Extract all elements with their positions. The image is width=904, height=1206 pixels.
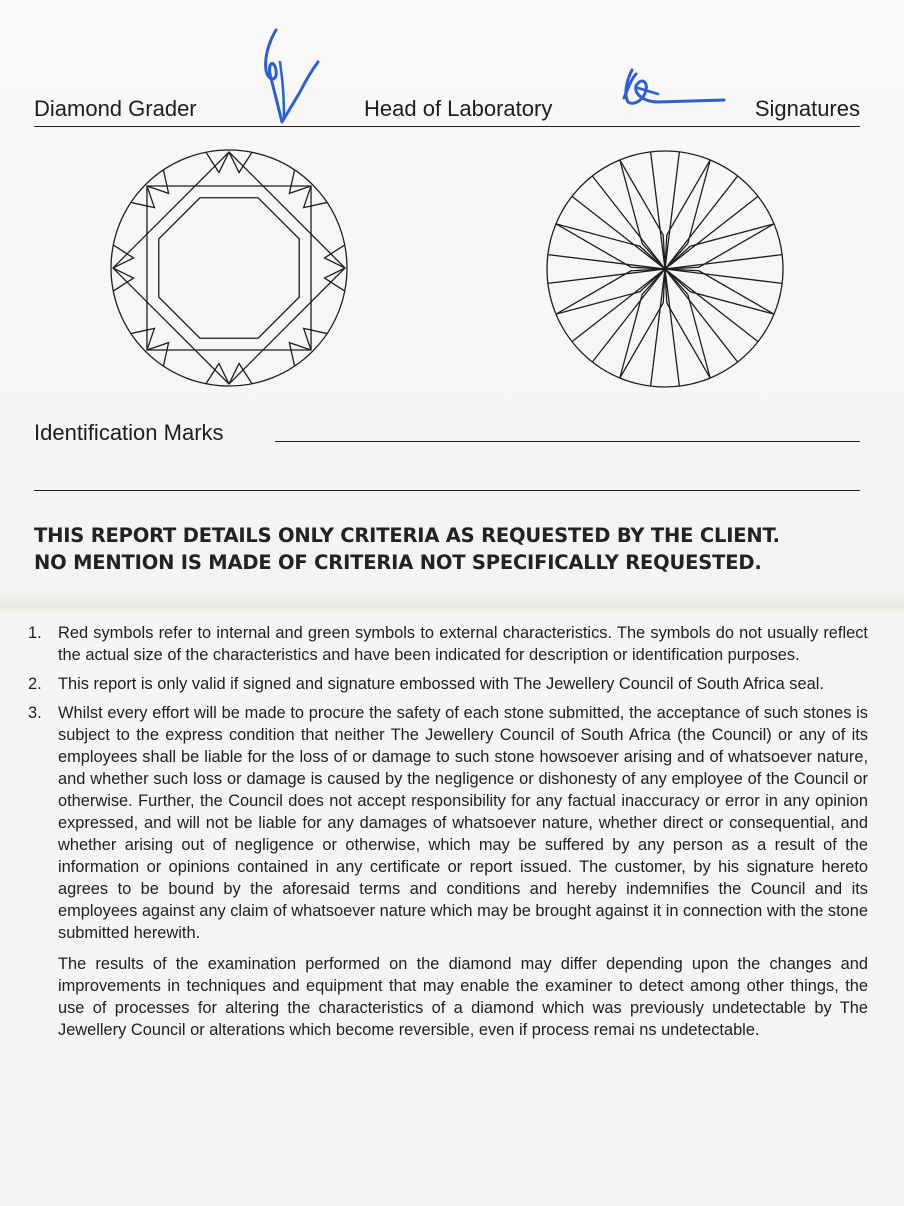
diamond-crown-view-icon xyxy=(106,145,352,391)
identification-marks-line xyxy=(275,441,860,442)
head-signature-ink xyxy=(614,60,734,120)
term-text: Whilst every effort will be made to procure the safety of each stone submitted, the acceptance of such stones is subject to the express condition that neither The Jewellery Council of South Africa (the Council) or any of its employees shall be liable for the loss of or damage to such stone howsoever arising and of whatsoever nature, and whether such loss or damage is caused by the negligence or dishonesty of any employee of the Council or otherwise. Further, the Council does not accept responsibility for any factual inaccuracy or error in any opinion expressed, and will not be liable for any damages of whatsoever nature, whether direct or consequential, and whether arising out of negligence or otherwise, which may be suffered by any person as a result of the information or opinions contained in any certificate or report issued. The customer, by his signature hereto agrees to be bound by the aforesaid terms and conditions and hereby indemnifies the Council and its employees against any claim of whatsoever nature which may be brought against it in connection with the stone submitted herewith. xyxy=(58,704,868,942)
identification-extra-line xyxy=(34,490,860,491)
term-number: 1. xyxy=(28,624,42,642)
notice-line-2: NO MENTION IS MADE OF CRITERIA NOT SPECIFICALLY REQUESTED. xyxy=(34,551,762,574)
term-item xyxy=(26,622,868,666)
term-number: 2. xyxy=(28,675,42,693)
terms-list xyxy=(26,622,868,1041)
term-item xyxy=(26,673,868,695)
term-text: This report is only valid if signed and signature embossed with The Jewellery Council of South Africa seal. xyxy=(58,675,824,693)
term-text: Red symbols refer to internal and green symbols to external characteristics. The symbols do not usually reflect the actual size of the characteristics and have been indicated for description or identification purposes. xyxy=(58,624,868,664)
diamond-grader-label: Diamond Grader xyxy=(34,96,197,121)
notice-line-1: THIS REPORT DETAILS ONLY CRITERIA AS REQUESTED BY THE CLIENT. xyxy=(34,524,780,547)
signatures-label: Signatures xyxy=(754,96,860,121)
term-item xyxy=(26,702,868,944)
closing-paragraph: The results of the examination performed on the diamond may differ depending upon the changes and improvements in techniques and equipment that may enable the examiner to detect among other things, the use of processes for altering the characteristics of a diamond which was previously undetectable by The Jewellery Council or alterations which become reversible, even if process remai ns undetectable. xyxy=(58,955,868,1039)
diamond-pavilion-view-icon xyxy=(542,146,788,392)
head-of-laboratory-label: Head of Laboratory xyxy=(364,96,553,121)
term-number: 3. xyxy=(28,704,42,722)
identification-marks-row xyxy=(34,418,860,448)
grader-signature-ink xyxy=(252,22,332,132)
identification-marks-label: Identification Marks xyxy=(34,420,224,445)
signature-row xyxy=(34,70,860,127)
criteria-notice xyxy=(34,522,874,576)
